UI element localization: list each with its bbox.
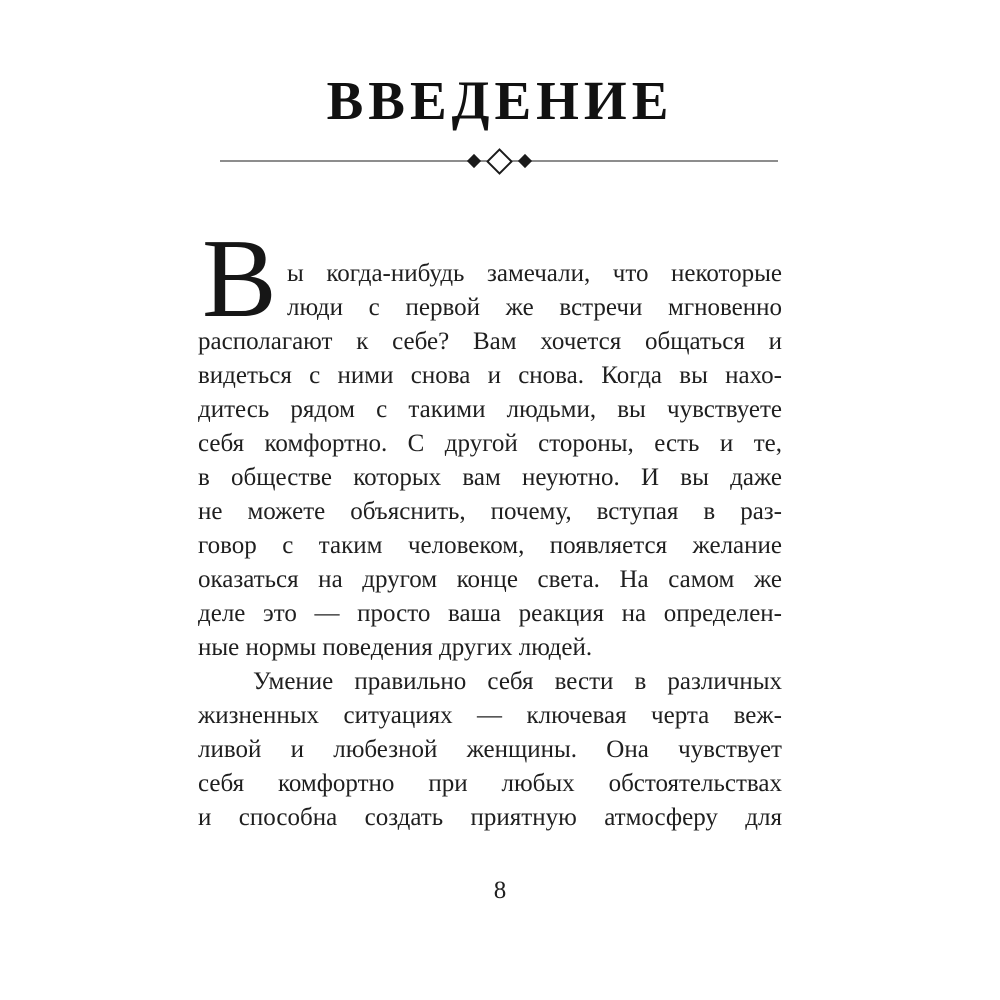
- page-number: 8: [493, 877, 507, 904]
- chapter-title: ВВЕДЕНИЕ: [326, 70, 674, 131]
- text-line: говор с таким человеком, появляется желание: [198, 532, 782, 559]
- chapter-divider: [220, 150, 778, 172]
- open-diamond-icon: [486, 148, 513, 175]
- text-line: деле это — просто ваша реакция на определен-: [198, 600, 782, 627]
- text-line: дитесь рядом с такими людьми, вы чувствуете: [198, 396, 782, 423]
- text-line: люди с первой же встречи мгновенно: [287, 294, 782, 321]
- text-line: видеться с ними снова и снова. Когда вы нахо-: [198, 362, 782, 389]
- text-line: жизненных ситуациях — ключевая черта веж-: [198, 702, 782, 729]
- paragraph-2: [198, 665, 782, 835]
- text-line: ные нормы поведения других людей.: [198, 634, 593, 661]
- body-text: [198, 217, 782, 835]
- text-line: не можете объяснить, почему, вступая в раз-: [198, 498, 782, 525]
- text-line: ы когда-нибудь замечали, что некоторые: [287, 260, 782, 287]
- divider-rule-right: [530, 160, 779, 162]
- drop-cap: В: [202, 217, 277, 341]
- text-line: ливой и любезной женщины. Она чувствует: [198, 736, 782, 763]
- divider-rule-left: [220, 160, 469, 162]
- text-line: Умение правильно себя вести в различных: [253, 668, 782, 695]
- text-line: и способна создать приятную атмосферу для: [198, 804, 782, 831]
- text-line: располагают к себе? Вам хочется общаться и: [198, 328, 782, 355]
- text-line: себя комфортно при любых обстоятельствах: [198, 770, 782, 797]
- text-line: себя комфортно. С другой стороны, есть и те,: [198, 430, 782, 457]
- paragraph-1: [198, 257, 782, 665]
- text-line: оказаться на другом конце света. На самом же: [198, 566, 782, 593]
- filled-diamond-icon: [466, 154, 480, 168]
- text-line: в обществе которых вам неуютно. И вы даже: [198, 464, 782, 491]
- filled-diamond-icon: [517, 154, 531, 168]
